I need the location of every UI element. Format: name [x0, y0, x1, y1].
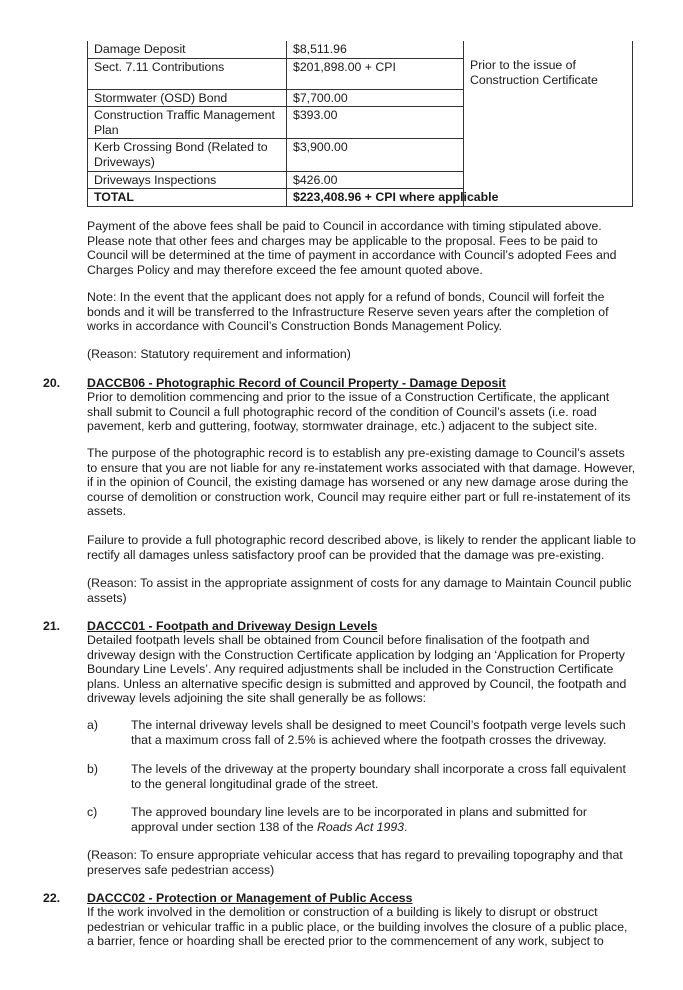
list-item: The approved boundary line levels are to be incorporated in plans and submitted for approval under section 138 of the Roads Act 1993. — [131, 805, 587, 834]
condition-paragraph: Failure to provide a full photographic record described above, is likely to render the applicant liable to rectify all damages unless satisfactory proof can be provided that the damage was pre-existing. — [87, 533, 636, 562]
fee-timing: Prior to the issue of Construction Certificate — [470, 58, 598, 87]
condition-number: 22. — [43, 891, 61, 905]
act-name: Roads Act 1993 — [316, 819, 405, 834]
fees-table — [87, 41, 633, 207]
fee-item: Driveways Inspections — [88, 171, 287, 189]
condition-number: 20. — [43, 376, 61, 390]
payment-paragraph: Payment of the above fees shall be paid to Council in accordance with timing stipulated above. Please note that other fees and charges may be applicable to the proposal. Fees to be paid to Council will be determined at the time of payment in accordance with Council’s adopted Fees and Charges Policy and may therefore exceed the fee amount quoted above. — [87, 219, 617, 277]
list-label: a) — [87, 718, 98, 732]
bond-note-paragraph: Note: In the event that the applicant does not apply for a refund of bonds, Council will forfeit the bonds and it will be transferred to the Infrastructure Reserve seven years after the completion of works in accordance with Council’s Construction Bonds Management Policy. — [87, 290, 609, 334]
fee-item: Stormwater (OSD) Bond — [88, 89, 287, 107]
fee-amount: $7,700.00 — [287, 89, 464, 107]
list-label: c) — [87, 805, 98, 819]
total-label: TOTAL — [88, 189, 287, 207]
list-label: b) — [87, 762, 98, 776]
reason-text: (Reason: To assist in the appropriate assignment of costs for any damage to Maintain Council public assets) — [87, 576, 632, 605]
condition-paragraph: Prior to demolition commencing and prior to the issue of a Construction Certificate, the applicant shall submit to Council a full photographic record of the condition of Council’s assets (i.e. road pavement, kerb and guttering, footway, stormwater drainage, etc.) adjacent to the subject site. — [87, 390, 610, 434]
condition-title: DACCC02 - Protection or Management of Public Access — [87, 891, 413, 905]
condition-title: DACCB06 - Photographic Record of Council Property - Damage Deposit — [87, 376, 506, 390]
total-amount: $223,408.96 + CPI where applicable — [287, 189, 633, 207]
list-item: The levels of the driveway at the property boundary shall incorporate a cross fall equivalent to the general longitudinal grade of the street. — [131, 762, 626, 791]
list-item: The internal driveway levels shall be designed to meet Council’s footpath verge levels such that a maximum cross fall of 2.5% is achieved where the footpath crosses the driveway. — [131, 718, 626, 747]
fee-amount: $393.00 — [287, 107, 464, 139]
fee-item: Damage Deposit — [88, 41, 287, 58]
timing-cell — [464, 41, 633, 206]
fee-amount: $201,898.00 + CPI — [287, 58, 464, 89]
reason-text: (Reason: Statutory requirement and information) — [87, 347, 351, 361]
reason-text: (Reason: To ensure appropriate vehicular access that has regard to prevailing topography and that preserves safe pedestrian access) — [87, 848, 623, 877]
condition-paragraph: The purpose of the photographic record is to establish any pre-existing damage to Council’s assets to ensure that you are not liable for any re-instatement works associated with that damage. However, if in the opinion of Council, the existing damage has worsened or any new damage arose during the course of demolition or construction work, Council may require either part or full re-instatement of its assets. — [87, 446, 636, 519]
condition-paragraph: If the work involved in the demolition or construction of a building is likely to disrupt or obstruct pedestrian or vehicular traffic in a public place, or the building involves the closure of a public place, a barrier, fence or hoarding shall be erected prior to the commencement of any work, subject to — [87, 905, 628, 949]
fee-amount: $3,900.00 — [287, 139, 464, 171]
fee-amount: $426.00 — [287, 171, 464, 189]
fee-item: Sect. 7.11 Contributions — [88, 58, 287, 89]
fee-amount: $8,511.96 — [287, 41, 464, 58]
fee-item: Kerb Crossing Bond (Related to Driveways) — [88, 139, 287, 171]
condition-number: 21. — [43, 619, 61, 633]
condition-paragraph: Detailed footpath levels shall be obtained from Council before finalisation of the footpath and driveway design with the Construction Certificate application by lodging an ‘Application for Property Boundary Line Levels’. Any required adjustments shall be included in the Construction Certificate plans. Unless an alternative specific design is submitted and approved by Council, the footpath and driveway levels adjoining the site shall generally be as follows: — [87, 633, 627, 706]
condition-title: DACCC01 - Footpath and Driveway Design Levels — [87, 619, 378, 633]
total-row — [88, 189, 633, 207]
table-row — [88, 41, 633, 58]
fee-item: Construction Traffic Management Plan — [88, 107, 287, 139]
